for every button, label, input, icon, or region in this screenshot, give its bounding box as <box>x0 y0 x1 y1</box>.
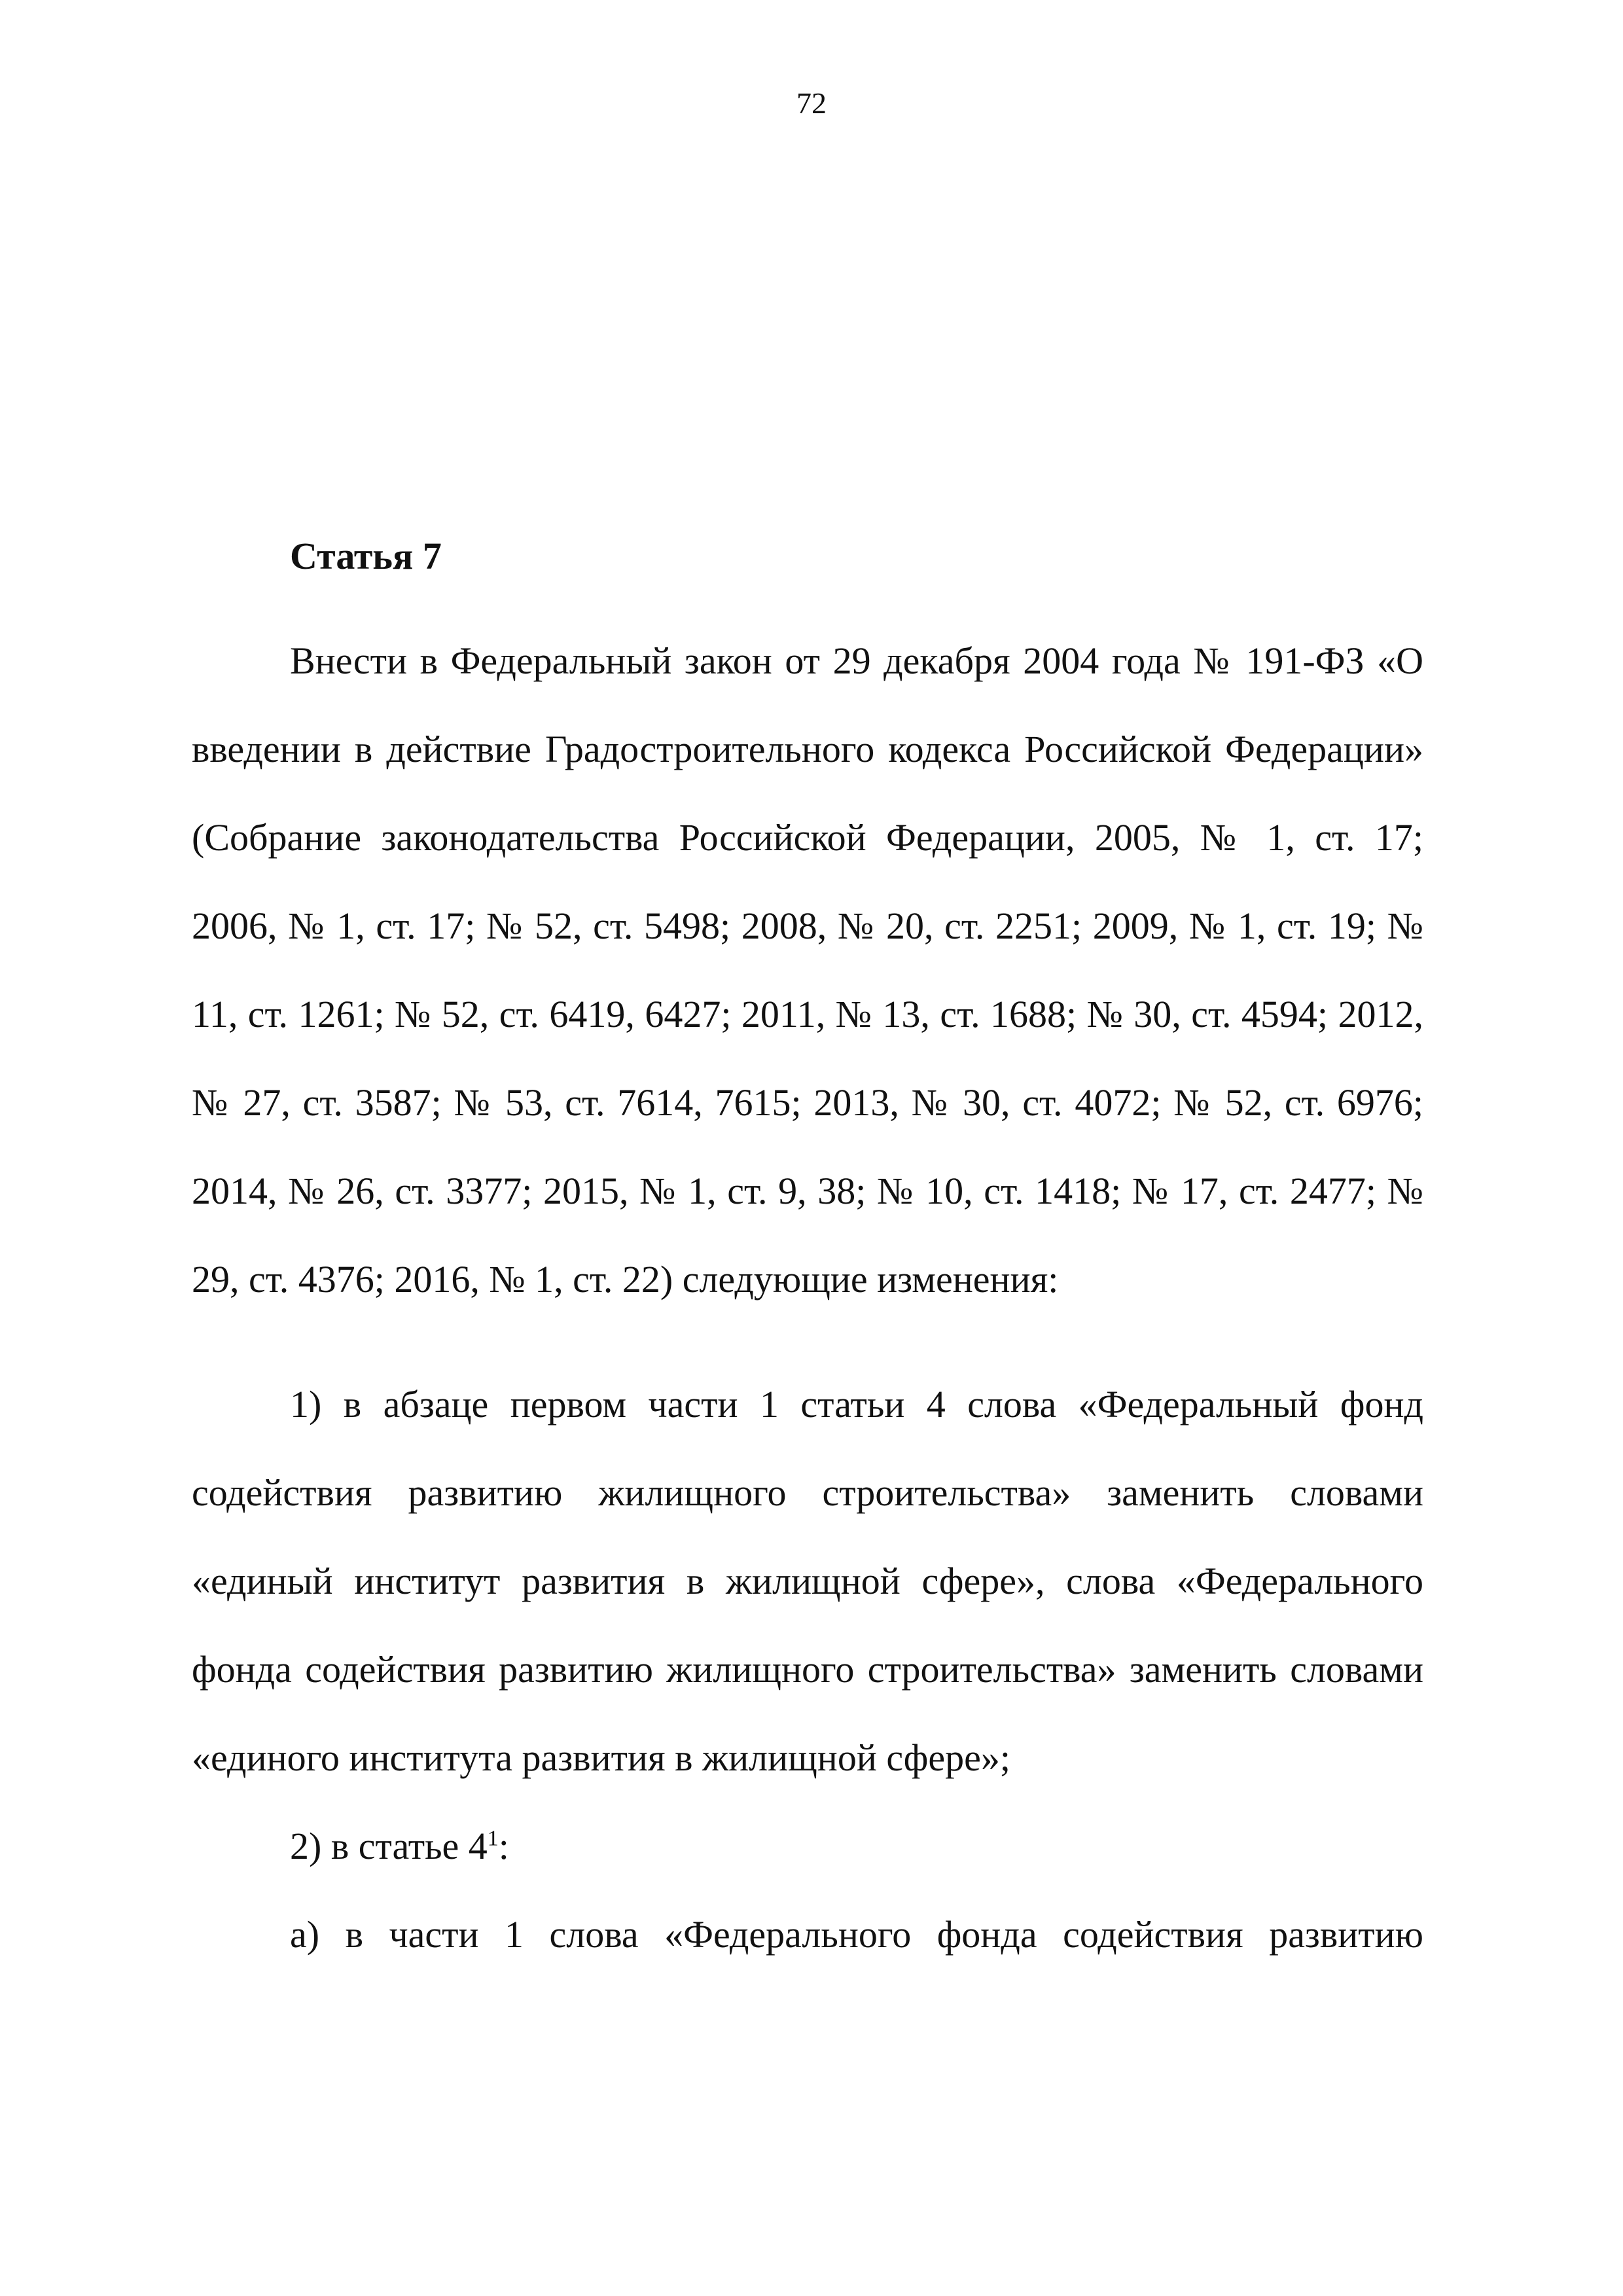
item-2a-paragraph: а) в части 1 слова «Федерального фонда содействия развитию <box>290 1913 1423 1956</box>
item-2-paragraph <box>192 1802 1423 1890</box>
item-1-paragraph: 1) в абзаце первом части 1 статьи 4 слова «Федеральный фонд содействия развитию жилищного строительства» заменить словами «единый институт развития в жилищной сфере», слова «Федерального фонда содействия развитию жилищного строительства» заменить словами «единого института развития в жилищной сфере»; <box>192 1383 1423 1779</box>
page-number: 72 <box>796 86 827 120</box>
article-title: Статья 7 <box>290 535 442 577</box>
document-body <box>192 530 1423 1979</box>
article-intro-paragraph: Внести в Федеральный закон от 29 декабря 2004 года № 191-ФЗ «О введении в действие Градостроительного кодекса Российской Федерации» (Собрание законодательства Российской Федерации, 2005, № 1, ст. 17; 2006, № 1, ст. 17; № 52, ст. 5498; 2008, № 20, ст. 2251; 2009, № 1, ст. 19; № 11, ст. 1261; № 52, ст. 6419, 6427; 2011, № 13, ст. 1688; № 30, ст. 4594; 2012, № 27, ст. 3587; № 53, ст. 7614, 7615; 2013, № 30, ст. 4072; № 52, ст. 6976; 2014, № 26, ст. 3377; 2015, № 1, ст. 9, 38; № 10, ст. 1418; № 17, ст. 2477; № 29, ст. 4376; 2016, № 1, ст. 22) следующие изменения: <box>192 639 1423 1300</box>
item-2-text: 2) в статье 4 <box>290 1825 488 1867</box>
item-2-colon: : <box>498 1825 509 1867</box>
item-2-superscript: 1 <box>487 1826 499 1851</box>
